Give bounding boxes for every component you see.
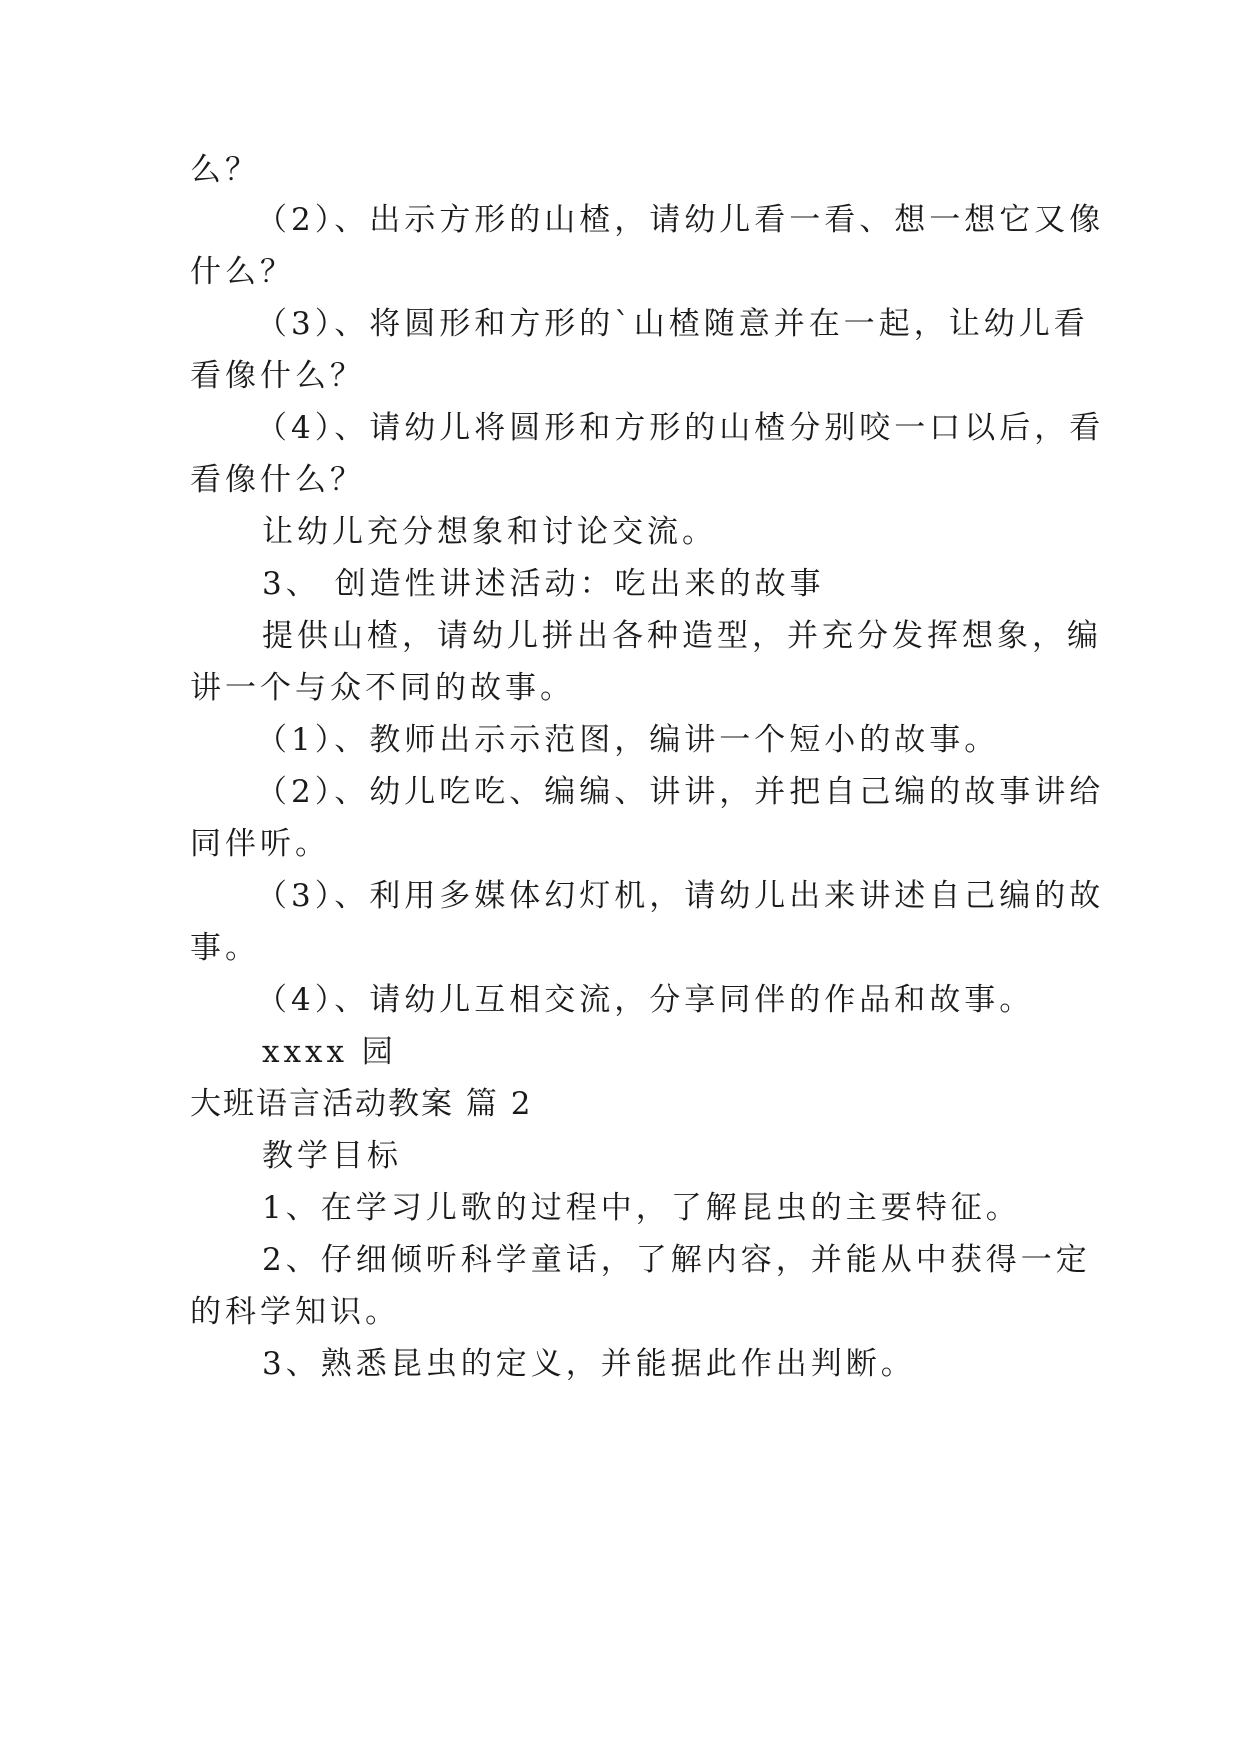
section-title: 大班语言活动教案 篇 2 [190,1086,533,1122]
text-line: 提供山楂，请幼儿拼出各种造型，并充分发挥想象，编 [262,618,1102,654]
text-line: （1）、教师出示示范图，编讲一个短小的故事。 [256,722,1000,758]
text-line: 3、熟悉昆虫的定义，并能据此作出判断。 [262,1346,916,1382]
text-line: 1、在学习儿歌的过程中，了解昆虫的主要特征。 [262,1190,1021,1226]
text-line: （3）、将圆形和方形的`山楂随意并在一起，让幼儿看 [256,306,1089,342]
text-line: 让幼儿充分想象和讨论交流。 [262,514,717,550]
text-line: 什么？ [190,254,295,290]
section-heading: 教学目标 [262,1138,402,1174]
text-line: 2、仔细倾听科学童话，了解内容，并能从中获得一定 [262,1242,1091,1278]
text-line: （4）、请幼儿将圆形和方形的山楂分别咬一口以后，看 [256,410,1105,446]
text-line: （4）、请幼儿互相交流，分享同伴的作品和故事。 [256,982,1035,1018]
text-line: 事。 [190,930,260,966]
section-heading: 3、 创造性讲述活动：吃出来的故事 [262,566,825,602]
text-line: 看像什么？ [190,358,365,394]
text-line: 的科学知识。 [190,1294,400,1330]
text-line: 么？ [190,152,260,188]
signature-line: xxxx 园 [262,1034,397,1070]
text-line: 同伴听。 [190,826,330,862]
text-line: （2）、出示方形的山楂，请幼儿看一看、想一想它又像 [256,202,1105,238]
text-line: （2）、幼儿吃吃、编编、讲讲，并把自己编的故事讲给 [256,774,1105,810]
text-line: 讲一个与众不同的故事。 [190,670,575,706]
text-line: 看像什么？ [190,462,365,498]
text-line: （3）、利用多媒体幻灯机，请幼儿出来讲述自己编的故 [256,878,1105,914]
